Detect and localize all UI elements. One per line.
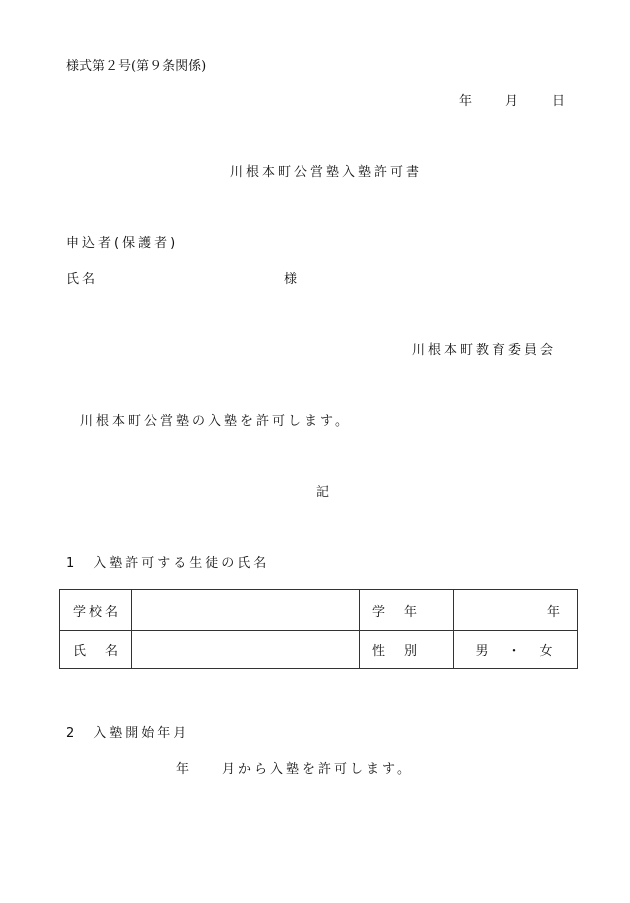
start-permission-text: 月から入塾を許可します。 <box>222 762 413 777</box>
grade-label: 学 年 <box>360 590 454 631</box>
table-row <box>60 631 578 669</box>
school-label: 学校名 <box>60 590 132 631</box>
student-name-field[interactable] <box>132 631 360 669</box>
start-year-unit: 年 <box>176 762 190 777</box>
gender-label: 性 別 <box>360 631 454 669</box>
table-row <box>60 590 578 631</box>
ki-marker: 記 <box>316 485 330 500</box>
school-field[interactable] <box>132 590 360 631</box>
applicant-honorific: 様 <box>284 272 298 287</box>
section1-heading: 1 入塾許可する生徒の氏名 <box>66 556 270 571</box>
gender-options[interactable]: 男 ・ 女 <box>454 631 578 669</box>
date-day-unit: 日 <box>552 94 566 109</box>
applicant-name-label: 氏名 <box>66 272 99 287</box>
form-number: 様式第２号(第９条関係) <box>66 59 207 74</box>
applicant-heading: 申込者(保護者) <box>66 236 179 251</box>
date-month-unit: 月 <box>505 94 519 109</box>
document-title: 川根本町公営塾入塾許可書 <box>230 165 423 180</box>
date-year-unit: 年 <box>459 94 473 109</box>
student-table <box>59 589 578 669</box>
permission-statement: 川根本町公営塾の入塾を許可します。 <box>80 414 351 429</box>
section2-heading: 2 入塾開始年月 <box>66 726 190 741</box>
grade-field[interactable]: 年 <box>454 590 578 631</box>
student-name-label: 氏 名 <box>60 631 132 669</box>
issuer-name: 川根本町教育委員会 <box>412 343 557 358</box>
